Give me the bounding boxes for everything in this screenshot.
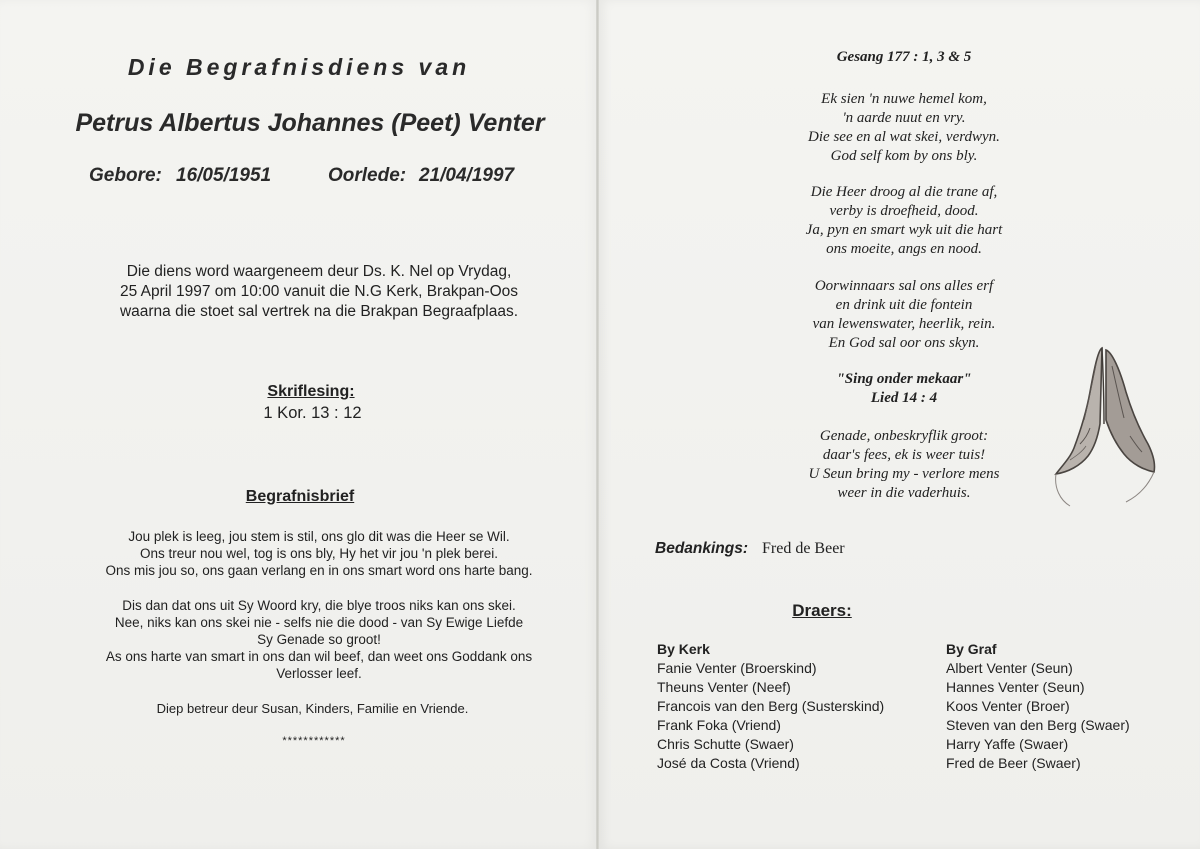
verse-line: Oorwinnaars sal ons alles erf	[814, 278, 994, 294]
letter-line: Dis dan dat ons uit Sy Woord kry, die blye troos niks kan ons skei.	[122, 597, 516, 613]
verse-line: Die Heer droog al die trane af,	[810, 184, 998, 200]
verse-line: daar's fees, ek is weer tuis!	[822, 447, 986, 463]
service-line: waarna die stoet sal vertrek na die Brakpan Begraafplaas.	[119, 303, 519, 320]
list-item: Theuns Venter (Neef)	[657, 679, 791, 695]
hymn-title: Gesang 177 : 1, 3 & 5	[836, 49, 972, 65]
letter-stanza	[40, 528, 598, 580]
letter-stanza	[40, 597, 598, 683]
verse-line: En God sal oor ons skyn.	[828, 335, 980, 351]
verse-line: God self kom by ons bly.	[830, 148, 978, 164]
list-item: Hannes Venter (Seun)	[946, 679, 1085, 695]
verse-line: ons moeite, angs en nood.	[826, 241, 982, 257]
list-item: Fred de Beer (Swaer)	[946, 755, 1081, 771]
verse-line: U Seun bring my - verlore mens	[808, 466, 1000, 482]
verse-line: Ek sien 'n nuwe hemel kom,	[821, 91, 987, 107]
deceased-name: Petrus Albertus Johannes (Peet) Venter	[75, 109, 545, 137]
song-reference: Lied 14 : 4	[870, 390, 938, 406]
list-item: Koos Venter (Broer)	[946, 698, 1070, 714]
service-line: Die diens word waargeneem deur Ds. K. Nel op Vrydag,	[126, 263, 512, 280]
list-item: Chris Schutte (Swaer)	[657, 736, 794, 752]
service-line: 25 April 1997 om 10:00 vanuit die N.G Kerk, Brakpan-Oos	[119, 283, 519, 300]
verse-line: 'n aarde nuut en vry.	[842, 110, 966, 126]
died-label: Oorlede:	[328, 165, 407, 186]
born-label: Gebore:	[89, 165, 162, 186]
list-item: Steven van den Berg (Swaer)	[946, 717, 1130, 733]
letter-line: Nee, niks kan ons skei nie - selfs nie die dood - van Sy Ewige Liefde	[114, 614, 524, 630]
verse-line: en drink uit die fontein	[835, 297, 973, 313]
died-date: 21/04/1997	[419, 165, 515, 186]
thanks-label: Bedankings:	[655, 540, 749, 557]
grave-bearers-list	[946, 640, 1130, 773]
list-item: Harry Yaffe (Swaer)	[946, 736, 1069, 752]
church-bearers-list	[657, 640, 884, 773]
scripture-reference: 1 Kor. 13 : 12	[263, 404, 362, 422]
list-item: José da Costa (Vriend)	[657, 755, 800, 771]
verse-line: weer in die vaderhuis.	[837, 485, 971, 501]
church-bearers-heading: By Kerk	[657, 641, 710, 657]
letter-line: Ons mis jou so, ons gaan verlang en in ons smart word ons harte bang.	[105, 563, 533, 579]
hymn-verse	[598, 183, 1200, 259]
born-date: 16/05/1951	[176, 165, 272, 186]
verse-line: van lewenswater, heerlik, rein.	[812, 316, 996, 332]
list-item: Francois van den Berg (Susterskind)	[657, 698, 885, 714]
list-item: Frank Foka (Vriend)	[657, 717, 781, 733]
letter-line: As ons harte van smart in ons dan wil beef, dan weet ons Goddank ons	[105, 649, 533, 665]
letter-line: Sy Genade so groot!	[257, 632, 381, 648]
letter-line: Jou plek is leeg, jou stem is stil, ons glo dit was die Heer se Wil.	[128, 529, 510, 544]
scripture-heading: Skriflesing:	[267, 383, 355, 400]
praying-hands-icon	[1040, 340, 1160, 510]
hymn-verse	[598, 90, 1200, 166]
service-info	[40, 262, 598, 322]
service-title: Die Begrafnisdiens van	[127, 54, 471, 80]
letter-line: Verlosser leef.	[276, 666, 362, 682]
verse-line: verby is droefheid, dood.	[829, 203, 979, 219]
list-item: Albert Venter (Seun)	[946, 660, 1073, 676]
asterisk-divider: ************	[282, 735, 346, 747]
verse-line: Ja, pyn en smart wyk uit die hart	[805, 222, 1003, 238]
bearers-heading: Draers:	[792, 601, 852, 620]
letter-heading: Begrafnisbrief	[245, 488, 355, 505]
thanks-value: Fred de Beer	[762, 540, 845, 557]
list-item: Fanie Venter (Broerskind)	[657, 660, 817, 676]
grave-bearers-heading: By Graf	[946, 641, 997, 657]
funeral-letter	[40, 528, 598, 700]
verse-line: Die see en al wat skei, verdwyn.	[808, 129, 1000, 145]
song-name: "Sing onder mekaar"	[836, 371, 972, 387]
letter-line: Ons treur nou wel, tog is ons bly, Hy het vir jou 'n plek berei.	[140, 546, 498, 562]
verse-line: Genade, onbeskryflik groot:	[819, 428, 989, 444]
signoff: Diep betreur deur Susan, Kinders, Familie en Vriende.	[156, 701, 469, 716]
